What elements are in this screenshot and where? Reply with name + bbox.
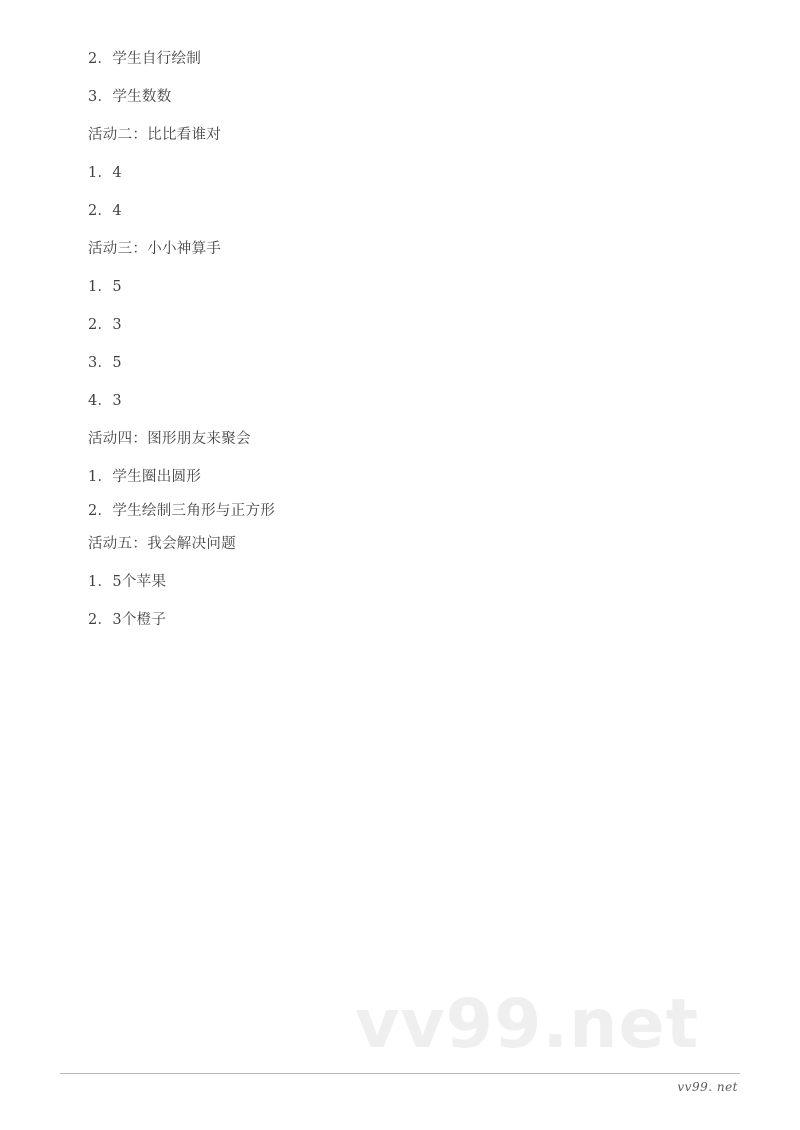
document-line: 2．3 — [88, 317, 122, 333]
footer-divider — [60, 1073, 740, 1074]
watermark-large: vv99.net — [355, 985, 700, 1064]
document-line: 活动五：我会解决问题 — [88, 536, 236, 552]
document-line: 活动三：小小神算手 — [88, 241, 222, 257]
document-line: 3．学生数数 — [88, 89, 172, 105]
document-line: 3．5 — [88, 355, 122, 371]
document-line: 1．5 — [88, 279, 122, 295]
footer-watermark: vv99. net — [677, 1080, 738, 1094]
document-body — [88, 52, 730, 628]
document-line: 2．3个橙子 — [88, 612, 167, 628]
document-line: 1．5个苹果 — [88, 574, 167, 590]
document-line: 1．学生圈出圆形 — [88, 469, 202, 485]
document-line: 2．学生绘制三角形与正方形 — [88, 502, 276, 519]
document-line: 1．4 — [88, 165, 122, 181]
document-line: 活动二：比比看谁对 — [88, 127, 222, 143]
document-line: 2．学生自行绘制 — [88, 51, 202, 67]
document-line: 4．3 — [88, 393, 122, 409]
document-line: 2．4 — [88, 203, 122, 219]
document-line: 活动四：图形朋友来聚会 — [88, 431, 251, 447]
